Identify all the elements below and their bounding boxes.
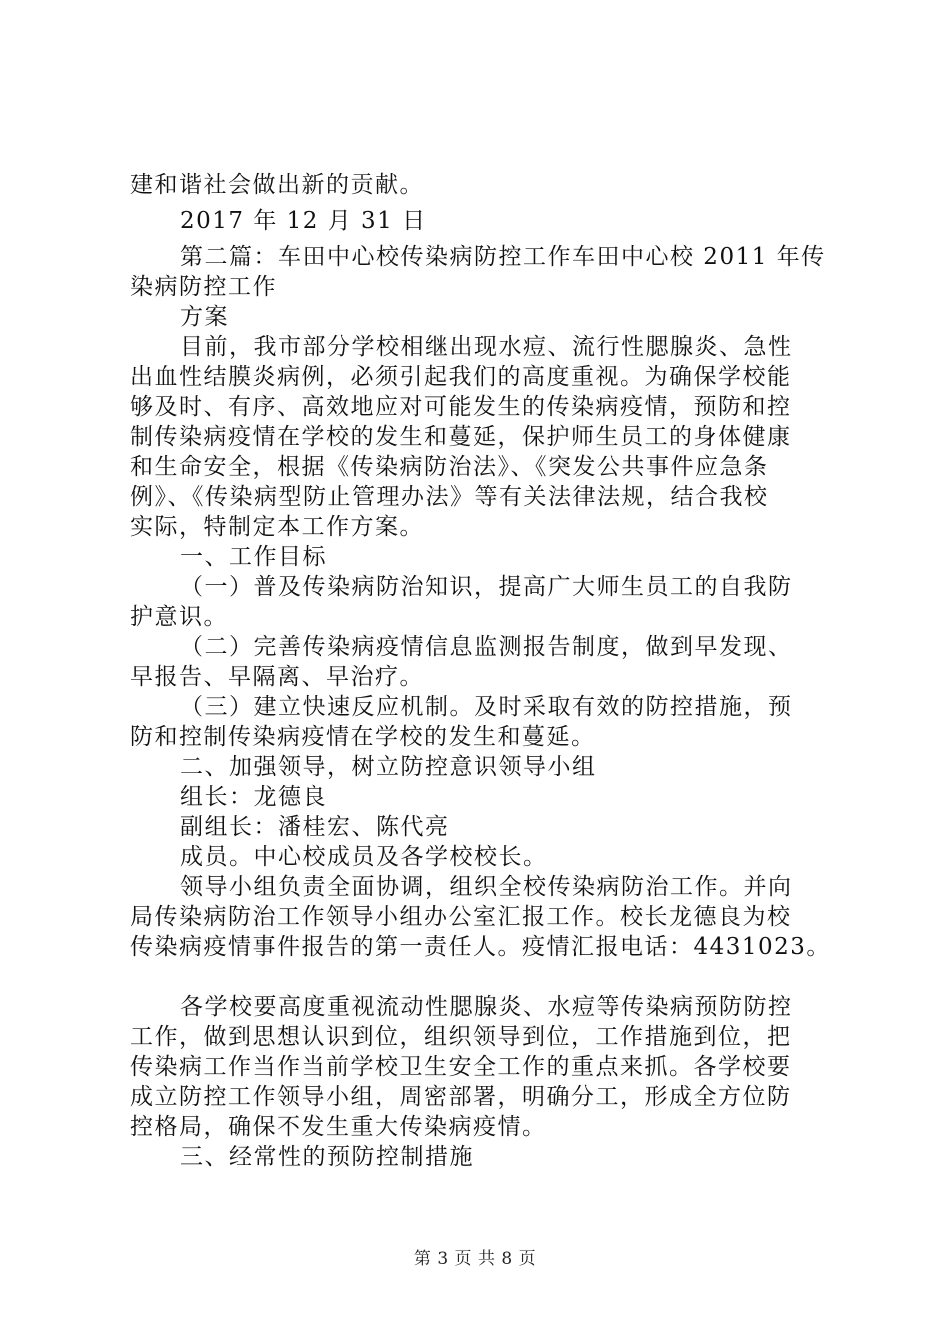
paragraph-line: 局传染病防治工作领导小组办公室汇报工作。校长龙德良为校 <box>130 904 792 930</box>
paragraph-line: 传染病疫情事件报告的第一责任人。疫情汇报电话：4431023。 <box>130 934 831 960</box>
paragraph-line: 控格局，确保不发生重大传染病疫情。 <box>130 1114 547 1140</box>
paragraph-line: 实际，特制定本工作方案。 <box>130 514 424 540</box>
paragraph-line: 领导小组负责全面协调，组织全校传染病防治工作。并向 <box>180 874 793 900</box>
section-title-line: 第二篇：车田中心校传染病防控工作车田中心校 2011 年传 <box>180 244 826 270</box>
paragraph-line: 护意识。 <box>130 604 228 630</box>
text-line: 副组长：潘桂宏、陈代亮 <box>180 814 450 840</box>
paragraph-line: （二）完善传染病疫情信息监测报告制度，做到早发现、 <box>180 634 793 660</box>
paragraph-line: 各学校要高度重视流动性腮腺炎、水痘等传染病预防防控 <box>180 994 793 1020</box>
heading-line: 一、工作目标 <box>180 544 327 570</box>
paragraph-line: 工作，做到思想认识到位，组织领导到位，工作措施到位，把 <box>130 1024 792 1050</box>
section-title-line: 染病防控工作 <box>130 274 277 300</box>
paragraph-line: 目前，我市部分学校相继出现水痘、流行性腮腺炎、急性 <box>180 334 793 360</box>
date-line: 2017 年 12 月 31 日 <box>180 208 427 234</box>
paragraph-line: 制传染病疫情在学校的发生和蔓延，保护师生员工的身体健康 <box>130 424 792 450</box>
paragraph-line: （一）普及传染病防治知识，提高广大师生员工的自我防 <box>180 574 793 600</box>
paragraph-line: 防和控制传染病疫情在学校的发生和蔓延。 <box>130 724 596 750</box>
paragraph-line: 出血性结膜炎病例，必须引起我们的高度重视。为确保学校能 <box>130 364 792 390</box>
paragraph-line: 成立防控工作领导小组，周密部署，明确分工，形成全方位防 <box>130 1084 792 1110</box>
paragraph-line: 传染病工作当作当前学校卫生安全工作的重点来抓。各学校要 <box>130 1054 792 1080</box>
text-line: 方案 <box>180 304 229 330</box>
text-line: 建和谐社会做出新的贡献。 <box>130 172 424 198</box>
paragraph-line: 例》、《传染病型防止管理办法》等有关法律法规，结合我校 <box>130 484 769 510</box>
paragraph-line: 早报告、早隔离、早治疗。 <box>130 664 424 690</box>
page-footer: 第 3 页 共 8 页 <box>413 1249 537 1269</box>
heading-line: 二、加强领导，树立防控意识领导小组 <box>180 754 597 780</box>
text-line: 组长：龙德良 <box>180 784 327 810</box>
paragraph-line: 够及时、有序、高效地应对可能发生的传染病疫情，预防和控 <box>130 394 792 420</box>
heading-line: 三、经常性的预防控制措施 <box>180 1144 474 1170</box>
text-line: 成员。中心校成员及各学校校长。 <box>180 844 548 870</box>
paragraph-line: （三）建立快速反应机制。及时采取有效的防控措施，预 <box>180 694 793 720</box>
paragraph-line: 和生命安全，根据《传染病防治法》、《突发公共事件应急条 <box>130 454 769 480</box>
